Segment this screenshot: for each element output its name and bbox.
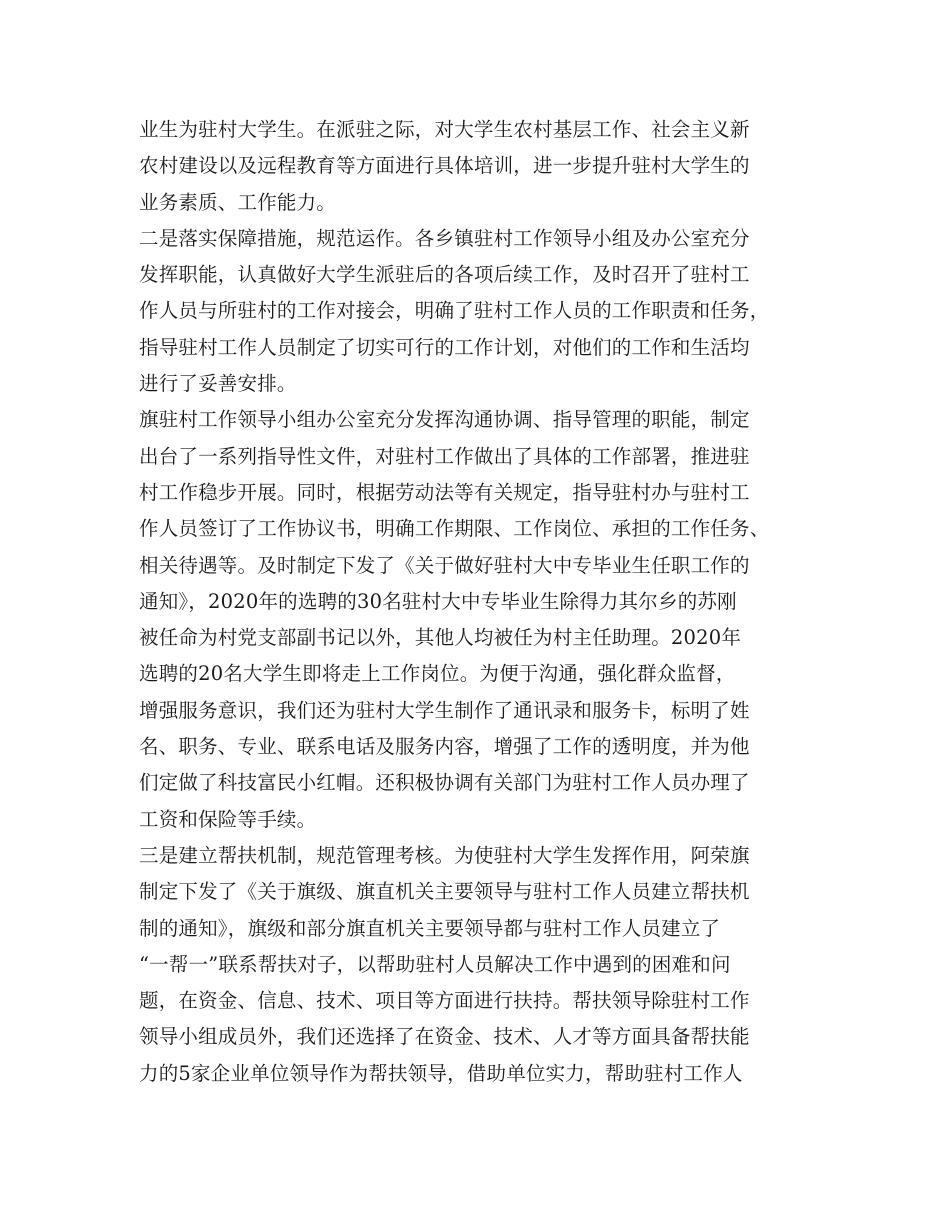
text-line: 进行了妥善安排。 — [139, 372, 297, 396]
text-line: 相关待遇等。及时制定下发了《关于做好驻村大中专毕业生任职工作的 — [139, 553, 750, 577]
text-line: 制定下发了《关于旗级、旗直机关主要领导与驻村工作人员建立帮扶机 — [139, 880, 750, 904]
text-line: 出台了一系列指导性文件，对驻村工作做出了具体的工作部署，推进驻 — [139, 444, 750, 468]
text-line: 业务素质、工作能力。 — [139, 190, 337, 214]
text-line: 工资和保险等手续。 — [139, 807, 317, 831]
text-line: 选聘的20名大学生即将走上工作岗位。为便于沟通，强化群众监督， — [139, 662, 736, 686]
text-line: 作人员与所驻村的工作对接会，明确了驻村工作人员的工作职责和任务， — [139, 299, 770, 323]
text-line: 通知》，2020年的选聘的30名驻村大中专毕业生除得力其尔乡的苏刚 — [139, 589, 737, 613]
text-line: 业生为驻村大学生。在派驻之际，对大学生农村基层工作、社会主义新 — [139, 118, 750, 141]
text-line: “一帮一”联系帮扶对子，以帮助驻村人员解决工作中遇到的困难和问 — [139, 952, 731, 976]
text-line: 发挥职能，认真做好大学生派驻后的各项后续工作，及时召开了驻村工 — [139, 263, 750, 287]
text-line: 题，在资金、信息、技术、项目等方面进行扶持。帮扶领导除驻村工作 — [139, 989, 750, 1013]
text-line: 被任命为村党支部副书记以外，其他人均被任为村主任助理。2020年 — [139, 626, 742, 650]
text-line: 们定做了科技富民小红帽。还积极协调有关部门为驻村工作人员办理了 — [139, 771, 750, 795]
text-line: 农村建设以及远程教育等方面进行具体培训，进一步提升驻村大学生的 — [139, 154, 750, 178]
text-line: 指导驻村工作人员制定了切实可行的工作计划，对他们的工作和生活均 — [139, 335, 750, 359]
document-body — [139, 112, 819, 1092]
text-line: 力的5家企业单位领导作为帮扶领导，借助单位实力，帮助驻村工作人 — [139, 1061, 743, 1085]
text-line: 二是落实保障措施，规范运作。各乡镇驻村工作领导小组及办公室充分 — [139, 226, 750, 250]
text-line: 村工作稳步开展。同时，根据劳动法等有关规定，指导驻村办与驻村工 — [139, 480, 750, 504]
text-line: 名、职务、专业、联系电话及服务内容，增强了工作的透明度，并为他 — [139, 735, 750, 759]
text-line: 增强服务意识，我们还为驻村大学生制作了通讯录和服务卡，标明了姓 — [139, 698, 750, 722]
text-line: 领导小组成员外，我们还选择了在资金、技术、人才等方面具备帮扶能 — [139, 1025, 750, 1049]
text-line: 制的通知》，旗级和部分旗直机关主要领导都与驻村工作人员建立了 — [139, 916, 721, 940]
text-line: 三是建立帮扶机制，规范管理考核。为使驻村大学生发挥作用，阿荣旗 — [139, 843, 750, 867]
text-line: 作人员签订了工作协议书，明确工作期限、工作岗位、承担的工作任务、 — [139, 517, 770, 541]
text-line: 旗驻村工作领导小组办公室充分发挥沟通协调、指导管理的职能，制定 — [139, 408, 750, 432]
